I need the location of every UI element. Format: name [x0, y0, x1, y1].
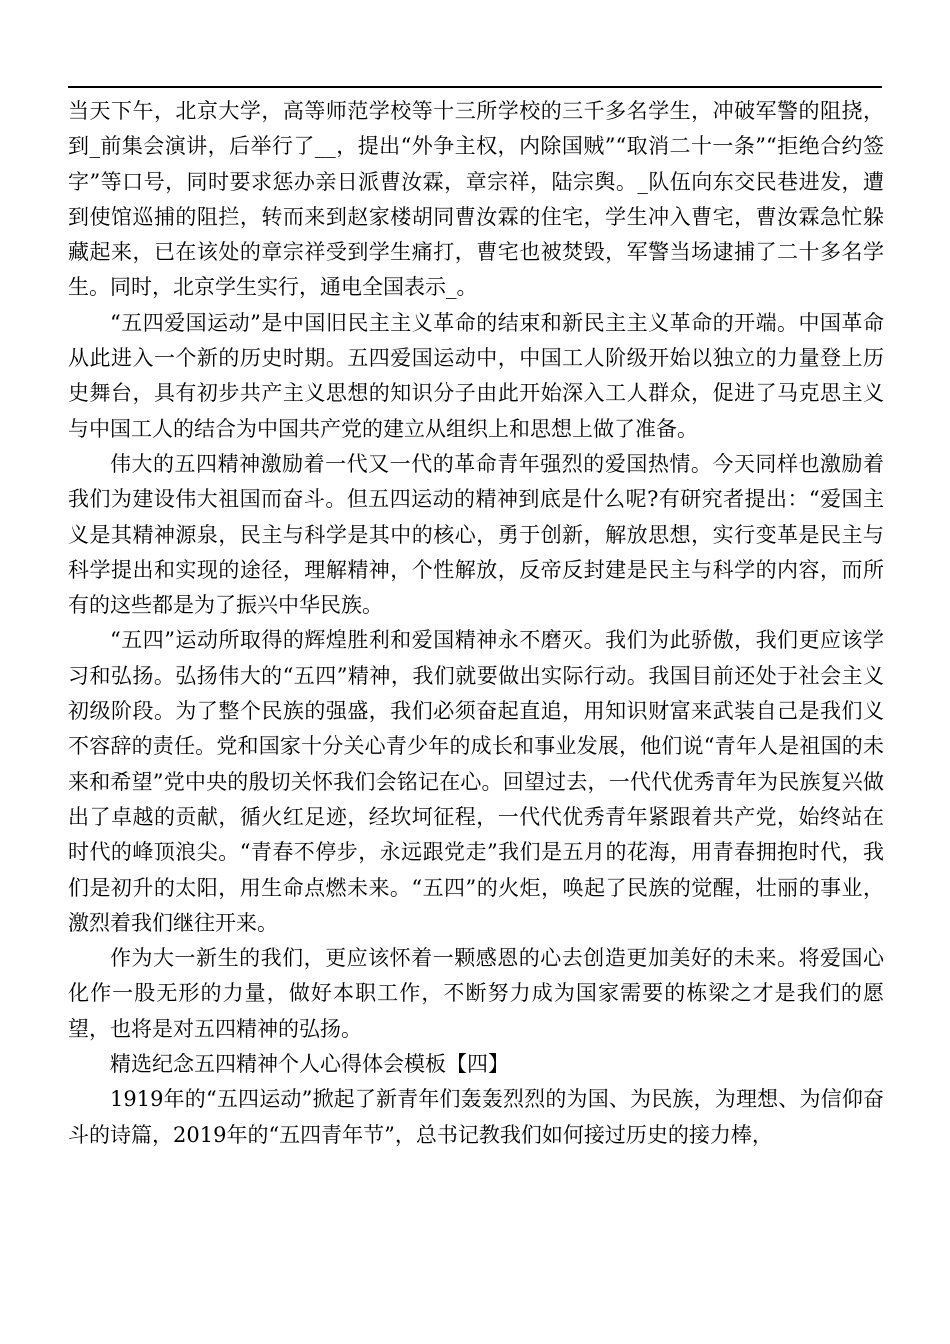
- section-heading: 精选纪念五四精神个人心得体会模板【四】: [110, 1052, 509, 1077]
- header-rule: [68, 86, 882, 88]
- paragraph-5: 作为大一新生的我们，更应该怀着一颗感恩的心去创造更加美好的未来。将爱国心化作一股无形的力量，做好本职工作，不断努力成为国家需要的栋梁之才是我们的愿望，也将是对五四精神的弘扬。: [68, 946, 884, 1041]
- paragraph-4: “五四”运动所取得的辉煌胜利和爱国精神永不磨灭。我们为此骄傲，我们更应该学习和弘扬。弘扬伟大的“五四”精神，我们就要做出实际行动。我国目前还处于社会主义初级阶段。为了整个民族的强盛，我们必须奋起直追，用知识财富来武装自己是我们义不容辞的责任。党和国家十分关心青少年的成长和事业发展，他们说“青年人是祖国的未来和希望”党中央的殷切关怀我们会铭记在心。回望过去，一代代优秀青年为民族复兴做出了卓越的贡献，循火红足迹，经坎坷征程，一代代优秀青年紧跟着共产党，始终站在时代的峰顶浪尖。“青春不停步，永远跟党走”我们是五月的花海，用青春拥抱时代，我们是初升的太阳，用生命点燃未来。“五四”的火炬，唤起了民族的觉醒，壮丽的事业，激烈着我们继往开来。: [68, 628, 884, 935]
- paragraph-6: 1919年的“五四运动”掀起了新青年们轰轰烈烈的为国、为民族，为理想、为信仰奋斗的诗篇，2019年的“五四青年节”，总书记教我们如何接过历史的接力棒，: [68, 1087, 884, 1147]
- paragraph-3: 伟大的五四精神激励着一代又一代的革命青年强烈的爱国热情。今天同样也激励着我们为建设伟大祖国而奋斗。但五四运动的精神到底是什么呢?有研究者提出：“爱国主义是其精神源泉，民主与科学是其中的核心，勇于创新，解放思想，实行变革是民主与科学提出和实现的途径，理解精神，个性解放，反帝反封建是民主与科学的内容，而所有的这些都是为了振兴中华民族。: [68, 451, 884, 618]
- paragraph-2: “五四爱国运动”是中国旧民主主义革命的结束和新民主主义革命的开端。中国革命从此进入一个新的历史时期。五四爱国运动中，中国工人阶级开始以独立的力量登上历史舞台，具有初步共产主义思想的知识分子由此开始深入工人群众，促进了马克思主义与中国工人的结合为中国共产党的建立从组织上和思想上做了准备。: [68, 310, 884, 441]
- paragraph-1: 当天下午，北京大学，高等师范学校等十三所学校的三千多名学生，冲破军警的阻挠，到_前集会演讲，后举行了__，提出“外争主权，内除国贼”“取消二十一条”“拒绝合约签字”等口号，同时要求惩办亲日派曹汝霖，章宗祥，陆宗舆。_队伍向东交民巷进发，遭到使馆巡捕的阻拦，转而来到赵家楼胡同曹汝霖的住宅，学生冲入曹宅，曹汝霖急忙躲藏起来，已在该处的章宗祥受到学生痛打，曹宅也被焚毁，军警当场逮捕了二十多名学生。同时，北京学生实行，通电全国表示_。: [68, 99, 884, 300]
- document-body: [68, 94, 884, 1153]
